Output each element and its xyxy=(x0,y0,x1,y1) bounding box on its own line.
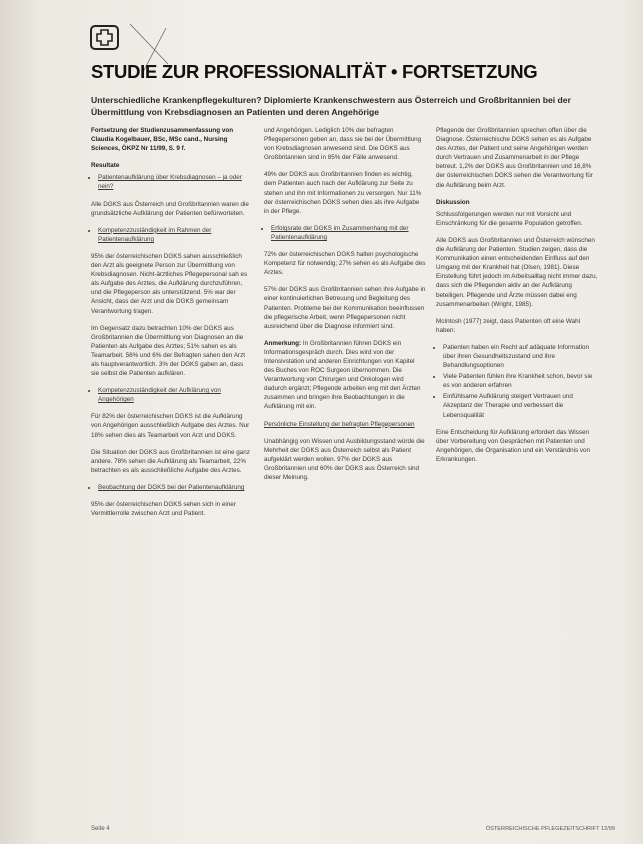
bullet-heading: • Kompetenzzuständigkeit der Aufklärung von Angehörigen xyxy=(98,386,253,404)
annotation-text: In Großbritannien führen DGKS ein Informationsgespräch durch. Dies wird von der Intensivstation und anderen Einrichtungen von Kapitel des Buches von ROC Surgeon übernommen. Die Verantwortung von Chirurgen und Onkologen wird dadurch ergänzt; Pflegende arbeiten eng mit den Ärzten zusammen und bringen ihre Beobachtungen in die Aufklärung mit ein. xyxy=(264,339,421,411)
bullet-list xyxy=(264,224,426,242)
paragraph: und Angehörigen. Lediglich 10% der befragten Pflegepersonen geben an, dass sie bei der Übermittlung von Krebsdiagnosen anwesend sind. Die DGKS aus Großbritannien sind in 85% der Fälle anwesend. xyxy=(264,127,422,162)
bullet-heading: • Kompetenzzuständigkeit im Rahmen der Patientenaufklärung xyxy=(98,226,253,244)
results-heading: Resultate xyxy=(91,162,120,170)
annotation xyxy=(264,339,426,412)
paragraph: Schlussfolgerungen werden nur mit Vorsicht und Einschränkung für die gesamte Population getroffen. xyxy=(436,210,583,227)
bullet-list xyxy=(91,386,253,404)
bullet-heading: • Erfolgsrate der DGKS im Zusammenhang mit der Patientenaufklärung xyxy=(271,224,426,242)
paragraph: Unabhängig von Wissen und Ausbildungsstand würde die Mehrheit der DGKS aus Österreich selbst als Patient aufgeklärt werden wollen. 97% der DGKS aus Großbritannien und 60% der DGKS aus Österreich sind dieser Meinung. xyxy=(264,437,425,481)
annotation-label: Anmerkung: xyxy=(264,339,302,347)
text-column-2 xyxy=(264,126,426,490)
paragraph: Alle DGKS aus Großbritannien und Österreich wünschen die Aufklärung der Patienten. Studien zeigen, dass die Kommunikation einen entscheidenden Einfluss auf den Umgang mit der Krankheit hat (Olsen, 1981). Diese Einstellung führt jedoch im Arbeitsalltag nicht immer dazu, dass sich die Pflegenden aktiv an der Aufklärung beteiligen. Pflegende und Ärzte müssen dabei eng zusammenarbeiten (Wright, 1985). xyxy=(436,236,598,308)
bullet-item: • Patienten haben ein Recht auf adäquate Information über ihren Gesundheitszustand und ihre Behandlungsoptionen xyxy=(443,343,598,370)
paragraph: 49% der DGKS aus Großbritannien finden es wichtig, dem Patienten auch nach der Aufklärung zur Seite zu stehen und ihn mit Informationen zu versorgen. Nur 11% der österreichischen DGKS sehen dies als ihre Aufgabe in der Pflege. xyxy=(264,171,422,215)
paragraph: Alle DGKS aus Österreich und Großbritannien waren die grundsätzliche Aufklärung der Patienten befürworteten. xyxy=(91,200,249,217)
journal-footer: ÖSTERREICHISCHE PFLEGEZEITSCHRIFT 12/99 xyxy=(485,826,615,832)
bullet-heading: • Beobachtung der DGKS bei der Patientenaufklärung xyxy=(98,483,253,492)
paragraph: Die Situation der DGKS aus Großbritannien ist eine ganz andere. 78% sehen die Aufklärung als Teamarbeit, 22% betrachten es als ausschließliche Aufgabe des Arztes. xyxy=(91,448,250,474)
paragraph: Pflegende der Großbritannien sprechen offen über die Diagnose. Österreichische DGKS sehen es als Aufgabe des Arztes, der Patient und seine Angehörigen werden durch Vertrauen und Zusammenarbeit in der Pflege betreut. 1,2% der DGKS aus Großbritannien und 16,8% der österreichischen DGKS sehen die Verantwortung für die Aufklärung beim Arzt. xyxy=(436,127,593,189)
bullet-item: • Einfühlsame Aufklärung steigert Vertrauen und Akzeptanz der Therapie und verbessert die Lebensqualität xyxy=(443,392,598,419)
paragraph: Für 82% der österreichischen DGKS ist die Aufklärung von Angehörigen ausschließlich Aufgabe des Arztes. Nur 18% sehen dies als Teamarbeit von Arzt und DGKS. xyxy=(91,413,250,439)
bullet-list xyxy=(91,226,253,244)
paragraph: 95% der österreichischen DGKS sahen ausschließlich den Arzt als geeignete Person zur Übermittlung von Krebsdiagnosen. Nicht-ärztliches Pflegepersonal sah es als Aufgabe des Arztes, die Aufklärung durchzuführen, und die Pflegeperson als unterstützend. 5% war der Ansicht, dass der Arzt und die DGKS gemeinsam Verantwortung tragen. xyxy=(91,252,248,315)
bullet-list xyxy=(436,343,598,420)
paragraph: McIntosh (1977) zeigt, dass Patienten oft eine Wahl haben: xyxy=(436,317,580,334)
subsection-heading: Persönliche Einstellung der befragten Pflegepersonen xyxy=(264,420,415,428)
text-column-3 xyxy=(436,126,598,472)
paragraph: 72% der österreichischen DGKS halten psychologische Kompetenz für notwendig; 27% sehen es als Aufgabe des Arztes. xyxy=(264,251,426,277)
bullet-list xyxy=(91,173,253,191)
continuation-note: Fortsetzung der Studienzusammenfassung von Claudia Kogelbauer, BSc, MSc cand., Nursing Sciences, ÖKPZ Nr 11/99, S. 9 f. xyxy=(91,127,234,153)
paragraph: Eine Entscheidung für Aufklärung erfordert das Wissen über Vorbereitung von Gesprächen mit Patienten und Angehörigen, die Organisation und ein Verständnis von Erkrankungen. xyxy=(436,428,591,463)
paragraph: Im Gegensatz dazu betrachten 10% der DGKS aus Großbritannien die Übermittlung von Diagnosen an die Patienten als Aufgabe des Arztes; 51% sahen es als Teamarbeit. 56% und 6% der Befragten sahen den Arzt als hauptverantwortlich. 3% der DGKS gaben an, dass sie selbst die Patienten aufklären. xyxy=(91,324,246,378)
text-column-1 xyxy=(91,126,253,526)
article-subtitle: Unterschiedliche Krankenpflegekulturen? Diplomierte Krankenschwestern aus Österreich und Großbritannien bei der Übermittlung von Krebsdiagnosen an Patienten und deren Angehörige xyxy=(91,95,571,117)
bullet-list xyxy=(91,483,253,492)
journal-logo-icon xyxy=(90,25,119,50)
page-number: Seite 4 xyxy=(91,826,110,832)
bullet-item: • Viele Patienten fühlen ihre Krankheit schon, bevor sie es von anderen erfahren xyxy=(443,372,598,390)
article-title: STUDIE ZUR PROFESSIONALITÄT • FORTSETZUNG xyxy=(91,61,538,82)
bullet-heading: • Patientenaufklärung über Krebsdiagnosen – ja oder nein? xyxy=(98,173,253,191)
discussion-heading: Diskussion xyxy=(436,198,470,206)
paragraph: 95% der österreichischen DGKS sehen sich in einer Vermittlerrolle zwischen Arzt und Patient. xyxy=(91,501,236,518)
paragraph: 57% der DGKS aus Großbritannien sehen ihre Aufgabe in einer kontinuierlichen Betreuung und Begleitung des Patienten. Probleme bei der Kommunikation beeinflussen die pflegerische Arbeit, wenn Pflegepersonen nicht ausreichend über die Diagnose informiert sind. xyxy=(264,286,426,330)
